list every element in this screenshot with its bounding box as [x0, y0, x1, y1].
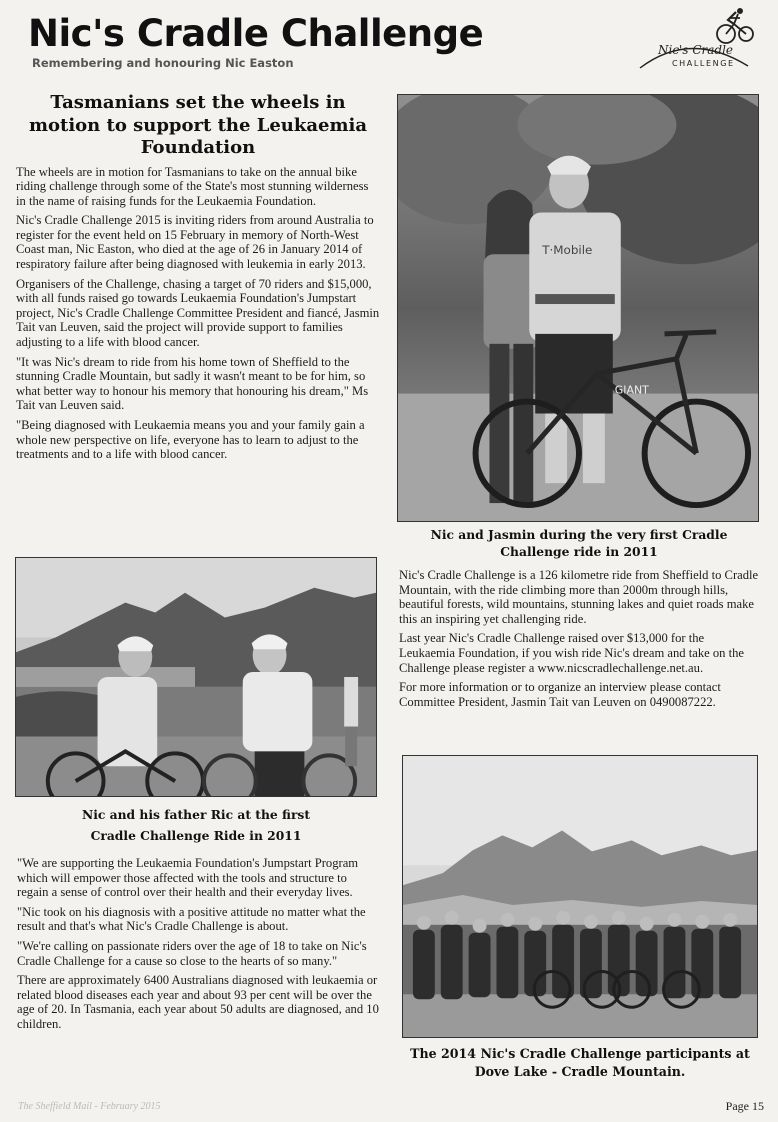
paragraph: There are approximately 6400 Australians diagnosed with leukaemia or related blood diseases each year and about 93 per cent will be over the age of 20. In Tasmania, each year about 50 adults are diagnosed, and 10 children. — [17, 973, 379, 1031]
paragraph: Nic's Cradle Challenge is a 126 kilometre ride from Sheffield to Cradle Mountain, with the ride climbing more than 2000m through hills, beautiful forests, wild mountains, stunning lakes and quiet roads make this an inspiring yet challenging ride. — [399, 568, 759, 626]
photo-nic-jasmin-caption: Nic and Jasmin during the very first Cradle Challenge ride in 2011 — [430, 527, 728, 559]
paragraph: "Being diagnosed with Leukaemia means you and your family gain a whole new perspective on life, everyone has to learn to adjust to the treatments and to a life with blood cancer. — [16, 418, 365, 462]
jersey-text: T·Mobile — [542, 243, 593, 258]
photo-nic-and-father — [15, 557, 377, 797]
masthead-title: Nic's Cradle Challenge — [28, 12, 484, 55]
photo-group-caption: The 2014 Nic's Cradle Challenge participants at Dove Lake - Cradle Mountain. — [410, 1046, 750, 1079]
masthead-subtitle: Remembering and honouring Nic Easton — [32, 56, 294, 70]
paragraph: "We are supporting the Leukaemia Foundation's Jumpstart Program which will empower those affected with the tools and structure to regain a sense of control over their health and their everyday lives. — [17, 856, 359, 900]
challenge-logo — [630, 8, 756, 76]
paragraph: For more information or to organize an interview please contact Committee President, Jasmin Tait van Leuven on 0490087222. — [399, 680, 721, 709]
paragraph: Last year Nic's Cradle Challenge raised over $13,000 for the Leukaemia Foundation, if you wish ride Nic's dream and take on the Challenge please register a www.nicscradlechallenge.net.au. — [399, 631, 745, 675]
article-left-column — [16, 92, 380, 462]
paragraph: Organisers of the Challenge, chasing a target of 70 riders and $15,000, with all funds raised go towards Leukaemia Foundation's Jumpstart project, Nic's Cradle Challenge Committee President and fiancé, Jasmin Tait van Leuven, said the project will provide support to families adjusting to a life with blood cancer. — [16, 276, 380, 350]
photo-group-dove-lake — [402, 755, 758, 1038]
article-right-column — [399, 563, 759, 709]
paragraph: "It was Nic's dream to ride from his home town of Sheffield to the stunning Cradle Mountain, but sadly it wasn't meant to be for him, so what better way to honour his memory that honouring his dream," Ms Tait van Leuven said. — [16, 354, 369, 413]
photo-group-image — [403, 756, 757, 1037]
paragraph: Nic's Cradle Challenge 2015 is inviting riders from around Australia to register for the event held on 15 February in memory of North-West Coast man, Nic Easton, who died at the age of 26 in January 2014 of respiratory failure after being diagnosed with leukemia in early 2013. — [16, 213, 374, 272]
paragraph: "We're calling on passionate riders over the age of 18 to take on Nic's Cradle Challenge for a cause so close to the hearts of so many." — [17, 938, 367, 968]
article-body-bottom — [17, 851, 379, 1032]
logo-caps-text: CHALLENGE — [672, 59, 735, 68]
paragraph: The wheels are in motion for Tasmanians to take on the annual bike riding challenge through some of the State's most stunning wilderness in the name of raising funds for the Leukaemia Foundation. — [16, 164, 369, 208]
footer-publication: The Sheffield Mail - February 2015 — [18, 1101, 161, 1112]
article-body-top — [16, 165, 380, 462]
photo-nic-jasmin-image — [398, 95, 758, 521]
bike-text: GIANT — [614, 383, 649, 397]
photo-nic-and-jasmin — [397, 94, 759, 522]
paragraph: "Nic took on his diagnosis with a positive attitude no matter what the result and that's what Nic's Cradle Challenge is about. — [17, 904, 366, 934]
photo-nic-father-image — [16, 558, 376, 796]
article-headline: Tasmanians set the wheels in motion to support the Leukaemia Foundation — [28, 92, 368, 158]
logo-script-text: Nic's Cradle — [658, 43, 734, 57]
masthead — [22, 12, 762, 82]
page-number: Page 15 — [725, 1099, 764, 1113]
photo-nic-father-caption: Nic and his father Ric at the first Cradle Challenge Ride in 2011 — [81, 807, 311, 843]
